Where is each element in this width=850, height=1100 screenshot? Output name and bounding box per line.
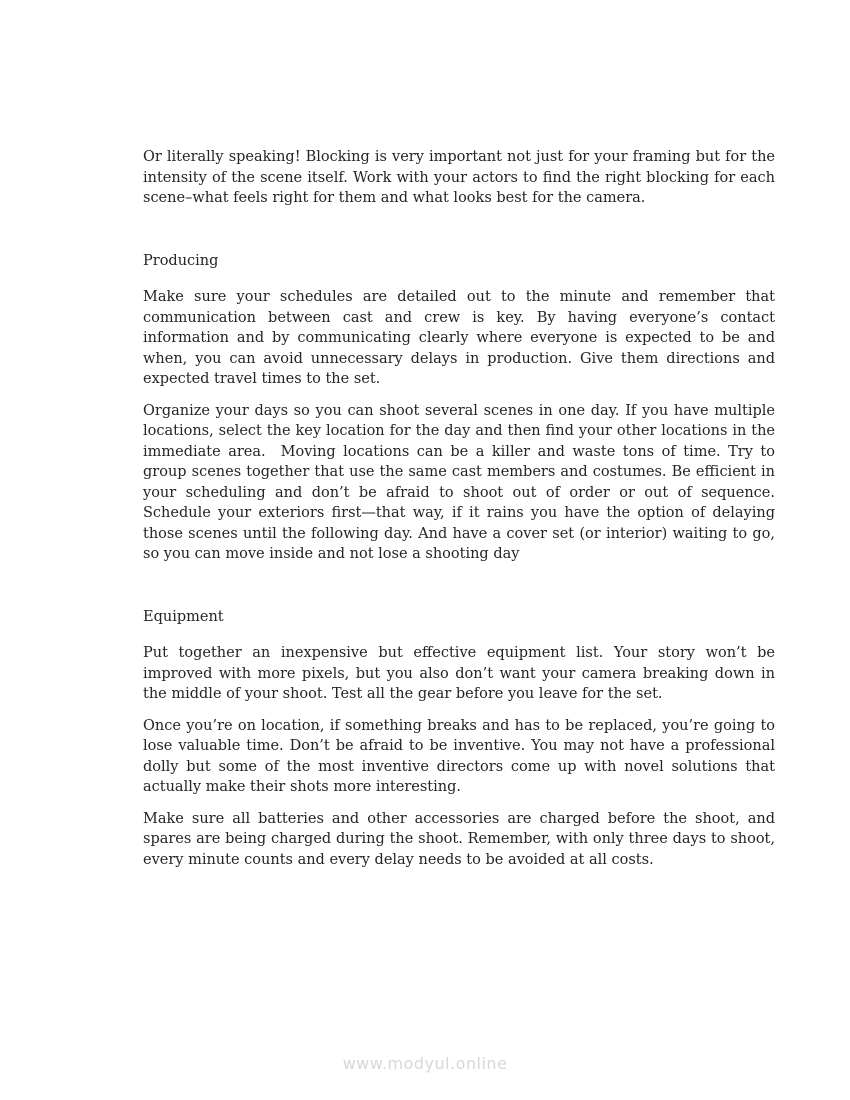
body-paragraph: Or literally speaking! Blocking is very important not just for your framing but for the intensity of the scene itself. Work with your actors to find the right blocking for each scene–what feels right for them and what looks best for the camera. [143,149,780,206]
body-paragraph: Once you’re on location, if something breaks and has to be replaced, you’re going to lose valuable time. Don’t be afraid to be inventive. You may not have a professional dolly but some of the most inventive directors come up with novel solutions that actually make their shots more interesting. [143,717,780,795]
section-heading-equipment: Equipment [143,608,224,625]
body-paragraph: Make sure all batteries and other accessories are charged before the shoot, and spares are being charged during the shoot. Remember, with only three days to shoot, every minute counts and every delay needs to be avoided at all costs. [143,810,780,868]
document-text-block [143,147,780,881]
watermark-url: www.modyul.online [342,1054,508,1073]
section-heading-producing: Producing [143,252,219,269]
body-paragraph: Organize your days so you can shoot several scenes in one day. If you have multiple locations, select the key location for the day and then find your other locations in the immediate area. Moving locations can be a killer and waste tons of time. Try to group scenes together that use the same cast members and costumes. Be efficient in your scheduling and don’t be afraid to shoot out of order or out of sequence. Schedule your exteriors first—that way, if it rains you have the option of delaying those scenes until the following day. And have a cover set (or interior) waiting to go, so you can move inside and not lose a shooting day [143,402,780,562]
body-paragraph: Put together an inexpensive but effective equipment list. Your story won’t be improved with more pixels, but you also don’t want your camera breaking down in the middle of your shoot. Test all the gear before you leave for the set. [143,645,780,702]
body-paragraph: Make sure your schedules are detailed out to the minute and remember that communication between cast and crew is key. By having everyone’s contact information and by communicating clearly where everyone is expected to be and when, you can avoid unnecessary delays in production. Give them directions and expected travel times to the set. [143,289,780,387]
